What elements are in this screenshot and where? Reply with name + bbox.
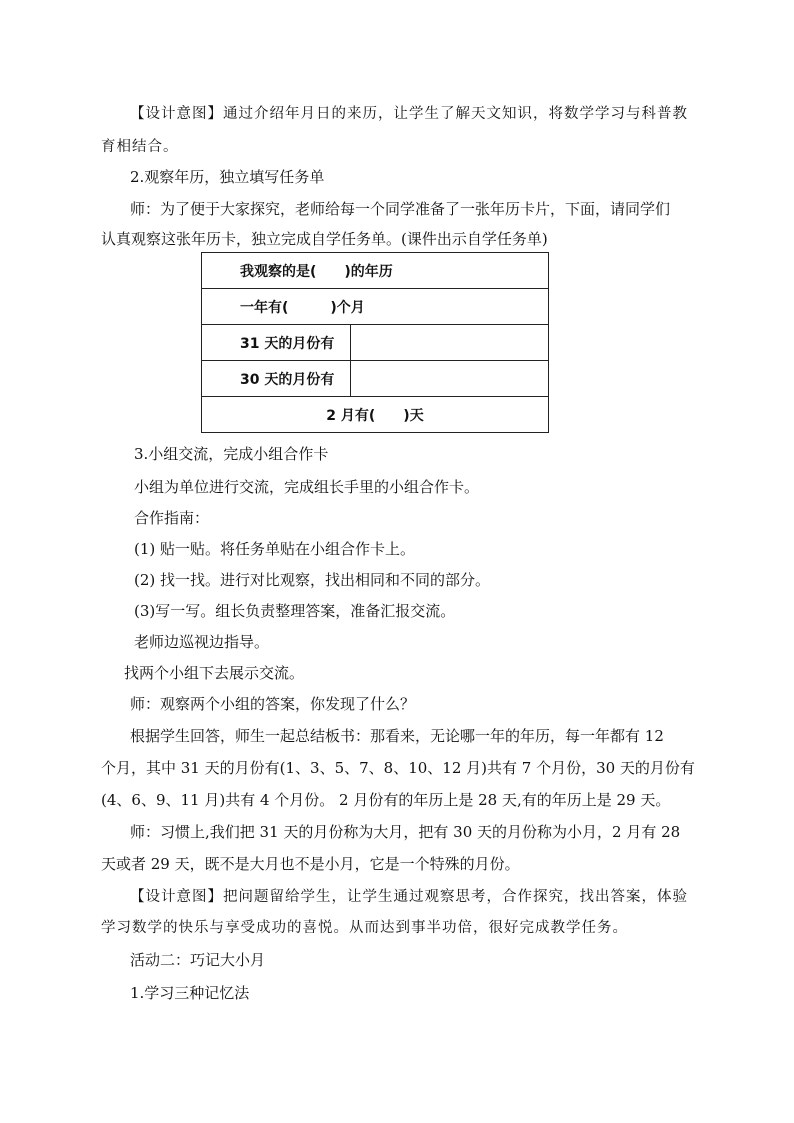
task-row-31-days-answer xyxy=(351,325,549,361)
task-row-30-days-answer xyxy=(351,361,549,397)
guide-item-1: (1) 贴一贴。将任务单贴在小组合作卡上。 xyxy=(134,540,416,558)
task-row-months-per-year: 一年有( )个月 xyxy=(202,289,549,325)
guide-title: 合作指南： xyxy=(134,509,210,527)
teacher-question: 师：观察两个小组的答案，你发现了什么？ xyxy=(130,695,416,713)
table-row xyxy=(202,325,549,361)
teacher-intro-line2: 认真观察这张年历卡，独立完成自学任务单。(课件出示自学任务单) xyxy=(101,230,548,248)
step2-heading: 2.观察年历，独立填写任务单 xyxy=(130,168,325,186)
table-row xyxy=(202,253,549,289)
teacher-intro-line1: 师：为了便于大家探究，老师给每一个同学准备了一张年历卡片，下面，请同学们 xyxy=(130,200,671,218)
task-row-31-days-label: 31 天的月份有 xyxy=(202,325,351,361)
design-intent-2-line2: 学习数学的快乐与享受成功的喜悦。从而达到事半功倍，很好完成教学任务。 xyxy=(101,920,628,936)
group-intro: 小组为单位进行交流，完成组长手里的小组合作卡。 xyxy=(134,478,480,496)
table-row xyxy=(202,289,549,325)
guide-item-3: (3)写一写。组长负责整理答案，准备汇报交流。 xyxy=(134,602,456,620)
table-row xyxy=(202,397,549,433)
teacher-habit-line2: 天或者 29 天，既不是大月也不是小月，它是一个特殊的月份。 xyxy=(101,855,520,873)
design-intent-1-line1: 【设计意图】通过介绍年月日的来历，让学生了解天文知识，将数学学习与科普教 xyxy=(130,106,688,122)
design-intent-1-line2: 育相结合。 xyxy=(101,139,179,155)
table-row xyxy=(202,361,549,397)
summary-line1: 根据学生回答，师生一起总结板书：那看来，无论哪一年的年历，每一年都有 12 xyxy=(130,727,664,745)
summary-line2: 个月，其中 31 天的月份有(1、3、5、7、8、10、12 月)共有 7 个月份，30 天的月份有 xyxy=(101,759,695,777)
design-intent-2-line1: 【设计意图】把问题留给学生，让学生通过观察思考，合作探究，找出答案，体验 xyxy=(130,889,688,905)
step1-heading: 1.学习三种记忆法 xyxy=(130,984,250,1002)
task-row-30-days-label: 30 天的月份有 xyxy=(202,361,351,397)
show-groups: 找两个小组下去展示交流。 xyxy=(124,664,305,682)
task-sheet-table xyxy=(201,252,549,433)
teacher-habit-line1: 师：习惯上,我们把 31 天的月份称为大月，把有 30 天的月份称为小月，2 月有 28 xyxy=(130,823,681,841)
teacher-patrol: 老师边巡视边指导。 xyxy=(134,633,270,651)
summary-line3: (4、6、9、11 月)共有 4 个月份。 2 月份有的年历上是 28 天,有的年历上是 29 天。 xyxy=(101,791,671,809)
guide-item-2: (2) 找一找。进行对比观察，找出相同和不同的部分。 xyxy=(134,571,491,589)
activity2-heading: 活动二：巧记大小月 xyxy=(130,951,266,969)
task-row-february-days: 2 月有( )天 xyxy=(202,397,549,433)
task-row-calendar-year: 我观察的是( )的年历 xyxy=(202,253,549,289)
step3-heading: 3.小组交流，完成小组合作卡 xyxy=(134,445,329,463)
